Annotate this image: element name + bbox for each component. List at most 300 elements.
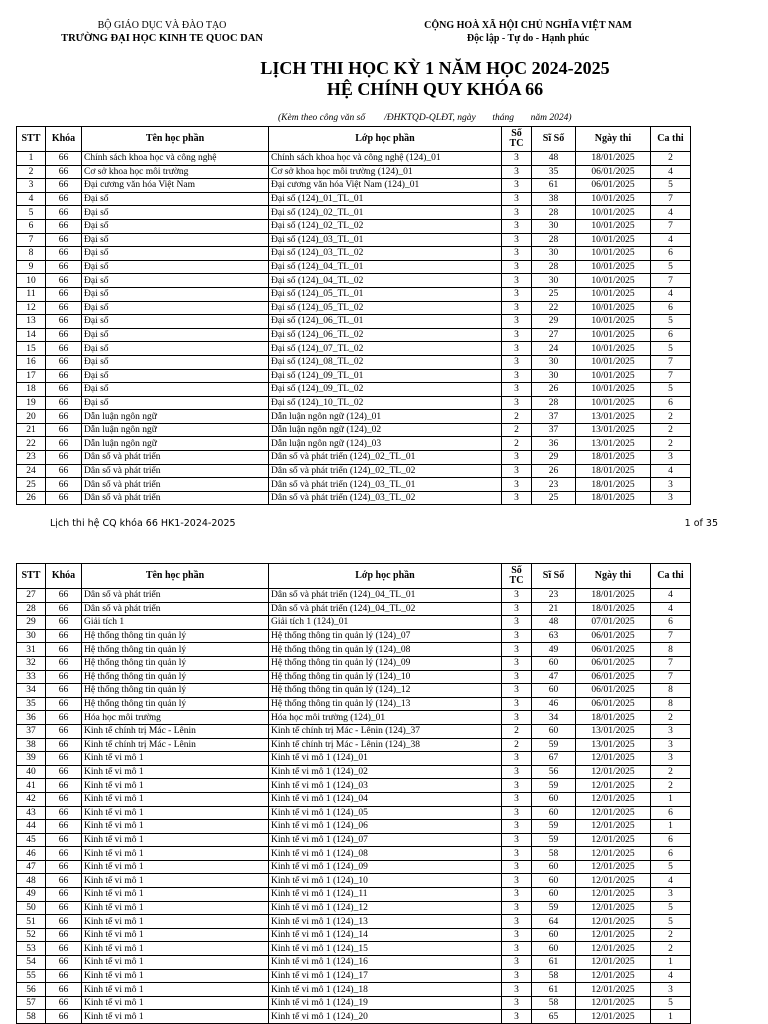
cell-so-tc: 3 <box>502 219 532 233</box>
cell-khoa: 66 <box>46 616 82 630</box>
cell-ten-hoc-phan: Kinh tế vi mô 1 <box>82 752 269 766</box>
col-header-ca-thi: Ca thi <box>651 564 691 589</box>
ministry-name: BỘ GIÁO DỤC VÀ ĐÀO TẠO <box>97 20 227 31</box>
cell-ten-hoc-phan: Kinh tế vi mô 1 <box>82 806 269 820</box>
cell-ca-thi: 7 <box>651 670 691 684</box>
cell-ngay-thi: 18/01/2025 <box>576 152 651 166</box>
cell-ca-thi: 4 <box>651 206 691 220</box>
cell-ngay-thi: 10/01/2025 <box>576 206 651 220</box>
cell-lop-hoc-phan: Đại số (124)_01_TL_01 <box>269 192 502 206</box>
col-header-si-so: Sĩ Số <box>532 127 576 152</box>
cell-stt: 58 <box>17 1010 46 1024</box>
cell-khoa: 66 <box>46 1010 82 1024</box>
cell-ca-thi: 6 <box>651 616 691 630</box>
cell-ngay-thi: 12/01/2025 <box>576 847 651 861</box>
cell-lop-hoc-phan: Kinh tế vi mô 1 (124)_13 <box>269 915 502 929</box>
cell-khoa: 66 <box>46 355 82 369</box>
cell-ca-thi: 1 <box>651 792 691 806</box>
cell-khoa: 66 <box>46 437 82 451</box>
cell-so-tc: 3 <box>502 901 532 915</box>
document-subtitle: HỆ CHÍNH QUY KHÓA 66 <box>326 79 544 99</box>
cell-ngay-thi: 10/01/2025 <box>576 383 651 397</box>
cell-si-so: 28 <box>532 396 576 410</box>
cell-si-so: 29 <box>532 315 576 329</box>
table-row <box>17 464 691 478</box>
cell-stt: 50 <box>17 901 46 915</box>
cell-stt: 11 <box>17 287 46 301</box>
cell-stt: 48 <box>17 874 46 888</box>
cell-ten-hoc-phan: Dân số và phát triển <box>82 464 269 478</box>
cell-khoa: 66 <box>46 928 82 942</box>
table-row <box>17 670 691 684</box>
cell-ca-thi: 6 <box>651 247 691 261</box>
cell-so-tc: 3 <box>502 179 532 193</box>
cell-so-tc: 3 <box>502 165 532 179</box>
table-row <box>17 491 691 505</box>
cell-khoa: 66 <box>46 792 82 806</box>
cell-si-so: 64 <box>532 915 576 929</box>
cell-khoa: 66 <box>46 233 82 247</box>
cell-khoa: 66 <box>46 328 82 342</box>
cell-stt: 54 <box>17 956 46 970</box>
cell-stt: 3 <box>17 179 46 193</box>
cell-ngay-thi: 10/01/2025 <box>576 219 651 233</box>
cell-lop-hoc-phan: Kinh tế vi mô 1 (124)_12 <box>269 901 502 915</box>
cell-ten-hoc-phan: Đại số <box>82 328 269 342</box>
cell-stt: 31 <box>17 643 46 657</box>
cell-ten-hoc-phan: Kinh tế vi mô 1 <box>82 792 269 806</box>
cell-ten-hoc-phan: Kinh tế vi mô 1 <box>82 888 269 902</box>
cell-ten-hoc-phan: Dân số và phát triển <box>82 602 269 616</box>
cell-lop-hoc-phan: Đại số (124)_10_TL_02 <box>269 396 502 410</box>
cell-ngay-thi: 07/01/2025 <box>576 616 651 630</box>
cell-ngay-thi: 13/01/2025 <box>576 410 651 424</box>
table-row <box>17 656 691 670</box>
cell-lop-hoc-phan: Kinh tế vi mô 1 (124)_20 <box>269 1010 502 1024</box>
cell-lop-hoc-phan: Kinh tế vi mô 1 (124)_01 <box>269 752 502 766</box>
cell-ca-thi: 7 <box>651 192 691 206</box>
cell-ten-hoc-phan: Đại số <box>82 369 269 383</box>
table-row <box>17 901 691 915</box>
cell-stt: 28 <box>17 602 46 616</box>
cell-stt: 49 <box>17 888 46 902</box>
cell-stt: 36 <box>17 711 46 725</box>
table-row <box>17 806 691 820</box>
cell-ngay-thi: 12/01/2025 <box>576 983 651 997</box>
cell-so-tc: 3 <box>502 792 532 806</box>
cell-so-tc: 2 <box>502 724 532 738</box>
cell-ngay-thi: 10/01/2025 <box>576 233 651 247</box>
cell-lop-hoc-phan: Dân số và phát triển (124)_04_TL_02 <box>269 602 502 616</box>
cell-ca-thi: 2 <box>651 779 691 793</box>
cell-so-tc: 3 <box>502 996 532 1010</box>
cell-ten-hoc-phan: Kinh tế chính trị Mác - Lênin <box>82 738 269 752</box>
cell-stt: 44 <box>17 820 46 834</box>
cell-lop-hoc-phan: Kinh tế vi mô 1 (124)_15 <box>269 942 502 956</box>
table-row <box>17 206 691 220</box>
cell-so-tc: 3 <box>502 888 532 902</box>
table-row <box>17 888 691 902</box>
cell-ca-thi: 5 <box>651 179 691 193</box>
table-row <box>17 342 691 356</box>
cell-lop-hoc-phan: Đại số (124)_09_TL_01 <box>269 369 502 383</box>
col-header-khoa: Khóa <box>46 127 82 152</box>
table-row <box>17 179 691 193</box>
cell-so-tc: 3 <box>502 915 532 929</box>
cell-ca-thi: 2 <box>651 410 691 424</box>
cell-stt: 21 <box>17 423 46 437</box>
cell-ten-hoc-phan: Đại cương văn hóa Việt Nam <box>82 179 269 193</box>
cell-si-so: 36 <box>532 437 576 451</box>
cell-ca-thi: 7 <box>651 369 691 383</box>
cell-so-tc: 3 <box>502 983 532 997</box>
cell-khoa: 66 <box>46 860 82 874</box>
cell-stt: 52 <box>17 928 46 942</box>
table-row <box>17 478 691 492</box>
cell-ngay-thi: 06/01/2025 <box>576 684 651 698</box>
table-row <box>17 328 691 342</box>
table-row <box>17 589 691 603</box>
cell-ca-thi: 5 <box>651 996 691 1010</box>
cell-khoa: 66 <box>46 752 82 766</box>
table-row <box>17 152 691 166</box>
table-row <box>17 956 691 970</box>
cell-si-so: 23 <box>532 589 576 603</box>
cell-ten-hoc-phan: Hệ thống thông tin quản lý <box>82 629 269 643</box>
cell-ten-hoc-phan: Giải tích 1 <box>82 616 269 630</box>
cell-ca-thi: 1 <box>651 1010 691 1024</box>
cell-khoa: 66 <box>46 410 82 424</box>
cell-so-tc: 3 <box>502 260 532 274</box>
cell-khoa: 66 <box>46 315 82 329</box>
cell-si-so: 59 <box>532 820 576 834</box>
cell-so-tc: 2 <box>502 437 532 451</box>
cell-so-tc: 3 <box>502 478 532 492</box>
cell-so-tc: 3 <box>502 942 532 956</box>
cell-ca-thi: 3 <box>651 738 691 752</box>
cell-si-so: 60 <box>532 942 576 956</box>
country-name: CỘNG HOÀ XÃ HỘI CHỦ NGHĨA VIỆT NAM <box>424 20 632 31</box>
cell-lop-hoc-phan: Kinh tế vi mô 1 (124)_18 <box>269 983 502 997</box>
cell-so-tc: 2 <box>502 738 532 752</box>
cell-ngay-thi: 12/01/2025 <box>576 820 651 834</box>
table-row <box>17 765 691 779</box>
table-row <box>17 301 691 315</box>
cell-ten-hoc-phan: Dân số và phát triển <box>82 478 269 492</box>
col-header-ten-hoc-phan: Tên học phần <box>82 564 269 589</box>
cell-ca-thi: 8 <box>651 697 691 711</box>
cell-khoa: 66 <box>46 165 82 179</box>
cell-stt: 39 <box>17 752 46 766</box>
cell-si-so: 25 <box>532 287 576 301</box>
cell-khoa: 66 <box>46 342 82 356</box>
cell-so-tc: 3 <box>502 847 532 861</box>
cell-stt: 14 <box>17 328 46 342</box>
cell-lop-hoc-phan: Kinh tế vi mô 1 (124)_14 <box>269 928 502 942</box>
ministry-header <box>14 19 310 45</box>
cell-stt: 41 <box>17 779 46 793</box>
cell-si-so: 59 <box>532 738 576 752</box>
cell-so-tc: 3 <box>502 656 532 670</box>
table-row <box>17 752 691 766</box>
cell-lop-hoc-phan: Chính sách khoa học và công nghệ (124)_01 <box>269 152 502 166</box>
table-row <box>17 738 691 752</box>
cell-khoa: 66 <box>46 969 82 983</box>
cell-lop-hoc-phan: Hóa học môi trường (124)_01 <box>269 711 502 725</box>
col-header-ten-hoc-phan: Tên học phần <box>82 127 269 152</box>
table-row <box>17 874 691 888</box>
cell-lop-hoc-phan: Đại số (124)_02_TL_01 <box>269 206 502 220</box>
col-header-khoa: Khóa <box>46 564 82 589</box>
cell-ten-hoc-phan: Kinh tế vi mô 1 <box>82 901 269 915</box>
cell-lop-hoc-phan: Đại số (124)_03_TL_01 <box>269 233 502 247</box>
cell-stt: 16 <box>17 355 46 369</box>
cell-khoa: 66 <box>46 874 82 888</box>
cell-stt: 46 <box>17 847 46 861</box>
cell-stt: 17 <box>17 369 46 383</box>
cell-ca-thi: 6 <box>651 301 691 315</box>
cell-so-tc: 3 <box>502 369 532 383</box>
cell-so-tc: 3 <box>502 684 532 698</box>
cell-si-so: 67 <box>532 752 576 766</box>
cell-ngay-thi: 12/01/2025 <box>576 915 651 929</box>
cell-si-so: 47 <box>532 670 576 684</box>
cell-stt: 8 <box>17 247 46 261</box>
cell-stt: 57 <box>17 996 46 1010</box>
cell-lop-hoc-phan: Kinh tế vi mô 1 (124)_17 <box>269 969 502 983</box>
table-row <box>17 219 691 233</box>
cell-si-so: 59 <box>532 901 576 915</box>
cell-ca-thi: 4 <box>651 589 691 603</box>
cell-khoa: 66 <box>46 724 82 738</box>
cell-ngay-thi: 13/01/2025 <box>576 437 651 451</box>
cell-khoa: 66 <box>46 915 82 929</box>
cell-ngay-thi: 18/01/2025 <box>576 451 651 465</box>
cell-ca-thi: 7 <box>651 219 691 233</box>
cell-so-tc: 3 <box>502 233 532 247</box>
cell-ten-hoc-phan: Đại số <box>82 260 269 274</box>
cell-si-so: 30 <box>532 247 576 261</box>
cell-ten-hoc-phan: Đại số <box>82 233 269 247</box>
cell-stt: 20 <box>17 410 46 424</box>
cell-ca-thi: 5 <box>651 915 691 929</box>
cell-so-tc: 3 <box>502 328 532 342</box>
table-row <box>17 942 691 956</box>
cell-ca-thi: 4 <box>651 287 691 301</box>
col-header-si-so: Sĩ Số <box>532 564 576 589</box>
cell-so-tc: 3 <box>502 820 532 834</box>
cell-si-so: 34 <box>532 711 576 725</box>
cell-ca-thi: 6 <box>651 847 691 861</box>
col-header-ca-thi: Ca thi <box>651 127 691 152</box>
cell-stt: 4 <box>17 192 46 206</box>
cell-so-tc: 3 <box>502 779 532 793</box>
cell-ca-thi: 4 <box>651 165 691 179</box>
cell-si-so: 60 <box>532 806 576 820</box>
cell-ten-hoc-phan: Hóa học môi trường <box>82 711 269 725</box>
cell-so-tc: 3 <box>502 765 532 779</box>
cell-ngay-thi: 12/01/2025 <box>576 928 651 942</box>
cell-so-tc: 3 <box>502 969 532 983</box>
cell-ca-thi: 4 <box>651 233 691 247</box>
cell-si-so: 46 <box>532 697 576 711</box>
cell-ngay-thi: 12/01/2025 <box>576 874 651 888</box>
cell-stt: 38 <box>17 738 46 752</box>
cell-si-so: 28 <box>532 233 576 247</box>
cell-so-tc: 3 <box>502 451 532 465</box>
cell-ngay-thi: 06/01/2025 <box>576 629 651 643</box>
cell-ngay-thi: 18/01/2025 <box>576 589 651 603</box>
cell-si-so: 59 <box>532 833 576 847</box>
cell-lop-hoc-phan: Kinh tế vi mô 1 (124)_04 <box>269 792 502 806</box>
col-header-lop-hoc-phan: Lớp học phần <box>269 564 502 589</box>
cell-lop-hoc-phan: Đại số (124)_09_TL_02 <box>269 383 502 397</box>
cell-ngay-thi: 10/01/2025 <box>576 328 651 342</box>
cell-si-so: 37 <box>532 410 576 424</box>
cell-si-so: 25 <box>532 491 576 505</box>
cell-ngay-thi: 12/01/2025 <box>576 901 651 915</box>
cell-so-tc: 3 <box>502 247 532 261</box>
cell-stt: 24 <box>17 464 46 478</box>
cell-stt: 35 <box>17 697 46 711</box>
cell-ca-thi: 6 <box>651 833 691 847</box>
cell-khoa: 66 <box>46 888 82 902</box>
cell-ngay-thi: 10/01/2025 <box>576 260 651 274</box>
table-header-row <box>17 564 691 589</box>
cell-so-tc: 3 <box>502 1010 532 1024</box>
cell-khoa: 66 <box>46 491 82 505</box>
cell-khoa: 66 <box>46 697 82 711</box>
cell-khoa: 66 <box>46 383 82 397</box>
document-title: LỊCH THI HỌC KỲ 1 NĂM HỌC 2024-2025 <box>260 58 610 78</box>
cell-ca-thi: 4 <box>651 969 691 983</box>
table-row <box>17 969 691 983</box>
cell-so-tc: 3 <box>502 274 532 288</box>
col-header-stt: STT <box>17 127 46 152</box>
cell-khoa: 66 <box>46 589 82 603</box>
cell-lop-hoc-phan: Hệ thống thông tin quản lý (124)_09 <box>269 656 502 670</box>
cell-ca-thi: 3 <box>651 752 691 766</box>
table-row <box>17 355 691 369</box>
table-row <box>17 697 691 711</box>
cell-ten-hoc-phan: Kinh tế vi mô 1 <box>82 833 269 847</box>
cell-si-so: 29 <box>532 451 576 465</box>
cell-so-tc: 3 <box>502 711 532 725</box>
table-row <box>17 629 691 643</box>
cell-ten-hoc-phan: Đại số <box>82 315 269 329</box>
cell-ca-thi: 2 <box>651 928 691 942</box>
cell-so-tc: 3 <box>502 355 532 369</box>
cell-so-tc: 3 <box>502 602 532 616</box>
cell-khoa: 66 <box>46 901 82 915</box>
cell-lop-hoc-phan: Đại số (124)_05_TL_01 <box>269 287 502 301</box>
cell-lop-hoc-phan: Giải tích 1 (124)_01 <box>269 616 502 630</box>
table-row <box>17 996 691 1010</box>
cell-stt: 23 <box>17 451 46 465</box>
cell-ten-hoc-phan: Đại số <box>82 342 269 356</box>
cell-ngay-thi: 06/01/2025 <box>576 670 651 684</box>
cell-ngay-thi: 06/01/2025 <box>576 179 651 193</box>
cell-lop-hoc-phan: Kinh tế vi mô 1 (124)_05 <box>269 806 502 820</box>
cell-si-so: 60 <box>532 888 576 902</box>
cell-ngay-thi: 06/01/2025 <box>576 643 651 657</box>
cell-khoa: 66 <box>46 643 82 657</box>
cell-si-so: 30 <box>532 274 576 288</box>
cell-so-tc: 3 <box>502 192 532 206</box>
cell-stt: 53 <box>17 942 46 956</box>
cell-ngay-thi: 13/01/2025 <box>576 423 651 437</box>
cell-ngay-thi: 12/01/2025 <box>576 806 651 820</box>
cell-ngay-thi: 12/01/2025 <box>576 1010 651 1024</box>
cell-lop-hoc-phan: Dân số và phát triển (124)_03_TL_02 <box>269 491 502 505</box>
cell-ngay-thi: 10/01/2025 <box>576 287 651 301</box>
cell-khoa: 66 <box>46 192 82 206</box>
cell-ca-thi: 6 <box>651 806 691 820</box>
cell-so-tc: 3 <box>502 206 532 220</box>
cell-lop-hoc-phan: Kinh tế vi mô 1 (124)_06 <box>269 820 502 834</box>
cell-ngay-thi: 12/01/2025 <box>576 833 651 847</box>
cell-ten-hoc-phan: Kinh tế vi mô 1 <box>82 847 269 861</box>
cell-stt: 10 <box>17 274 46 288</box>
cell-khoa: 66 <box>46 260 82 274</box>
cell-ngay-thi: 12/01/2025 <box>576 888 651 902</box>
cell-ten-hoc-phan: Kinh tế vi mô 1 <box>82 942 269 956</box>
cell-ten-hoc-phan: Kinh tế vi mô 1 <box>82 996 269 1010</box>
cell-si-so: 26 <box>532 383 576 397</box>
cell-ngay-thi: 10/01/2025 <box>576 301 651 315</box>
cell-so-tc: 3 <box>502 928 532 942</box>
table-row <box>17 860 691 874</box>
cell-ngay-thi: 12/01/2025 <box>576 792 651 806</box>
cell-ca-thi: 3 <box>651 983 691 997</box>
cell-si-so: 28 <box>532 206 576 220</box>
cell-so-tc: 3 <box>502 860 532 874</box>
cell-ngay-thi: 12/01/2025 <box>576 765 651 779</box>
cell-so-tc: 3 <box>502 629 532 643</box>
cell-si-so: 60 <box>532 874 576 888</box>
cell-lop-hoc-phan: Kinh tế vi mô 1 (124)_08 <box>269 847 502 861</box>
cell-si-so: 21 <box>532 602 576 616</box>
cell-khoa: 66 <box>46 983 82 997</box>
cell-ten-hoc-phan: Kinh tế chính trị Mác - Lênin <box>82 724 269 738</box>
col-header-so-tc: Số TC <box>502 127 532 152</box>
cell-ca-thi: 5 <box>651 383 691 397</box>
cell-ngay-thi: 12/01/2025 <box>576 942 651 956</box>
cell-si-so: 49 <box>532 643 576 657</box>
table-row <box>17 247 691 261</box>
cell-ngay-thi: 06/01/2025 <box>576 656 651 670</box>
cell-ten-hoc-phan: Đại số <box>82 274 269 288</box>
footer-document-name: Lịch thi hệ CQ khóa 66 HK1-2024-2025 <box>50 518 236 529</box>
table-row <box>17 983 691 997</box>
cell-ca-thi: 5 <box>651 260 691 274</box>
cell-si-so: 63 <box>532 629 576 643</box>
col-header-ngay-thi: Ngày thi <box>576 564 651 589</box>
cell-stt: 55 <box>17 969 46 983</box>
cell-ca-thi: 8 <box>651 684 691 698</box>
cell-khoa: 66 <box>46 996 82 1010</box>
table-row <box>17 315 691 329</box>
cell-ngay-thi: 10/01/2025 <box>576 192 651 206</box>
cell-si-so: 61 <box>532 956 576 970</box>
cell-so-tc: 2 <box>502 410 532 424</box>
cell-ngay-thi: 10/01/2025 <box>576 342 651 356</box>
table-row <box>17 369 691 383</box>
cell-ten-hoc-phan: Kinh tế vi mô 1 <box>82 765 269 779</box>
cell-ca-thi: 1 <box>651 956 691 970</box>
cell-so-tc: 3 <box>502 464 532 478</box>
cell-stt: 5 <box>17 206 46 220</box>
